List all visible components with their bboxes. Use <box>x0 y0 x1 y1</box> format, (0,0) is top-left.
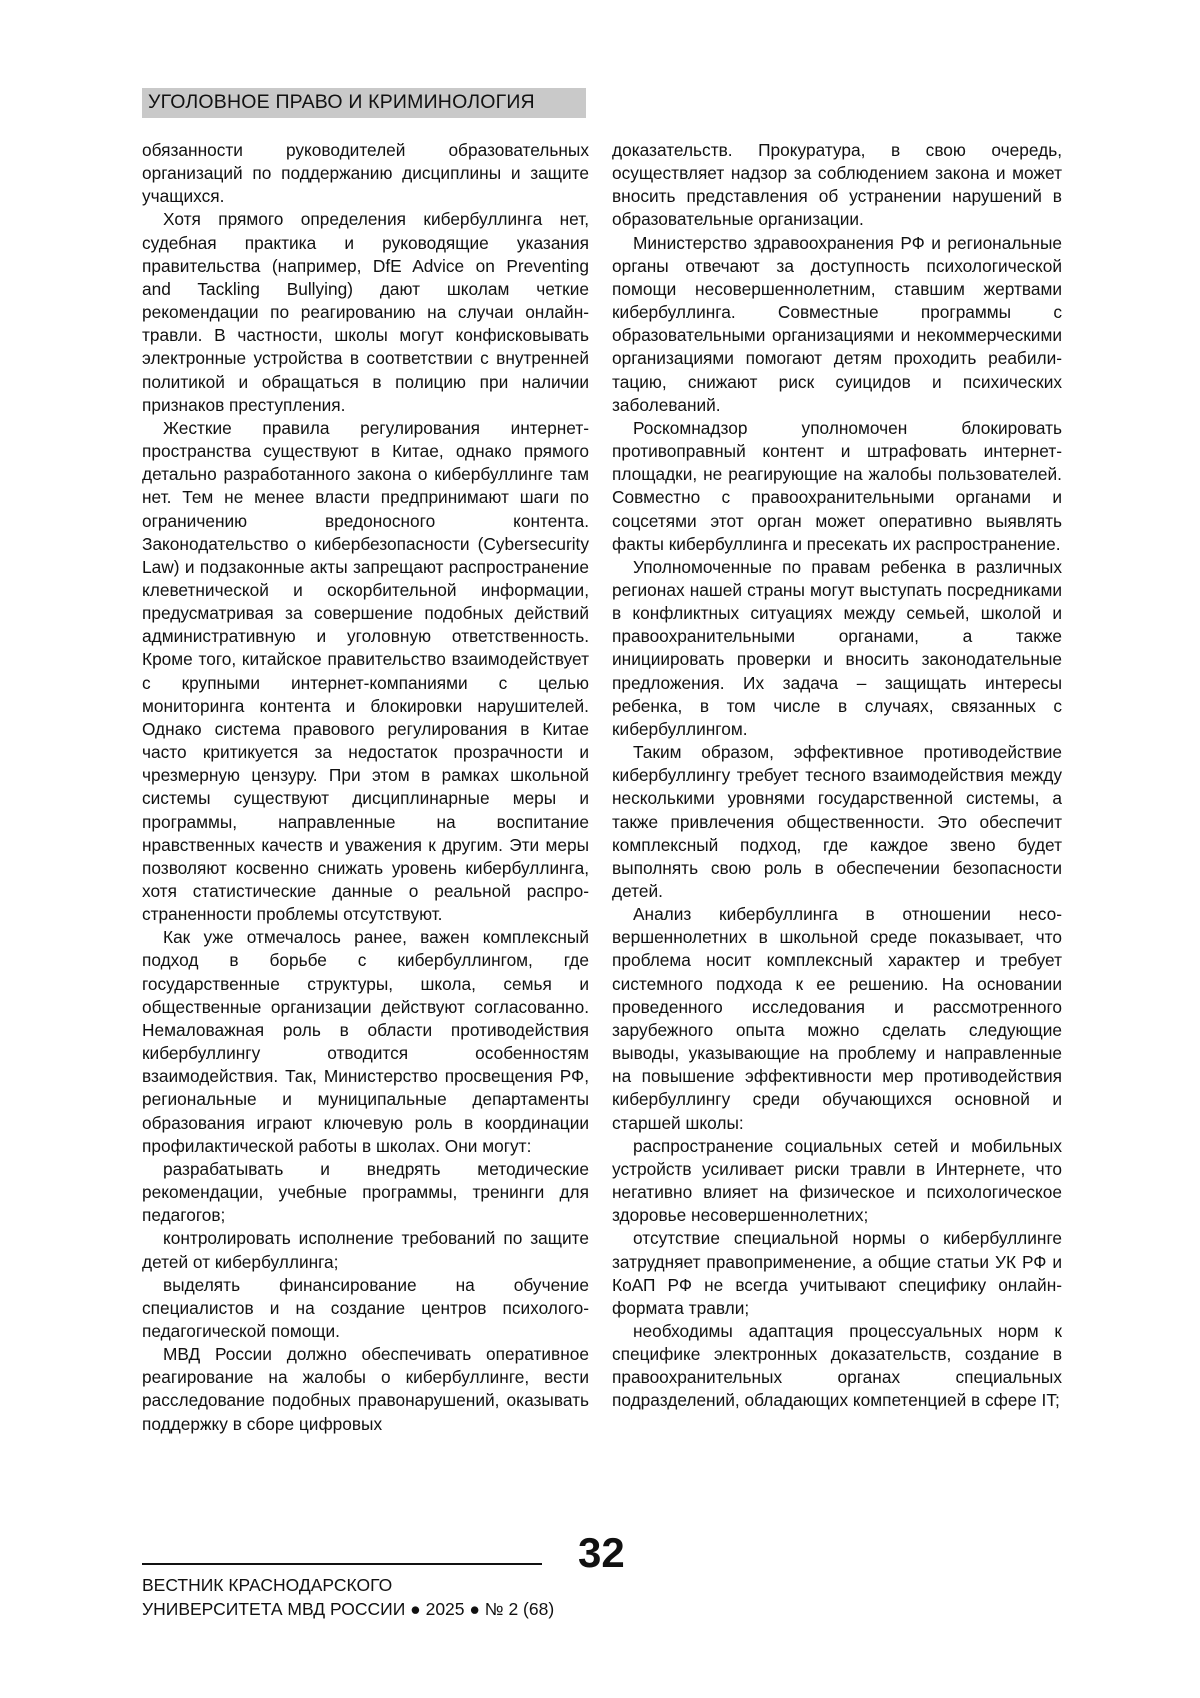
list-item: разрабатывать и внедрять методические рекомендации, учебные программы, тренинги для педагогов; <box>142 1158 589 1226</box>
section-header <box>142 88 586 118</box>
paragraph: Жесткие правила регулирования интернет-пространства существуют в Китае, однако прямого детально разработанного закона о кибербуллинге там нет. Тем не менее власти предпринимают шаги по ограничению вредоносного контента. Законодательство о кибербезопасности (Cybersecurity Law) и подзаконные акты запрещают распространение клеветнической и оскорбительной информации, предусматривая за совершение подобных действий административную и уголовную ответственность. Кроме того, китайское правительство взаимодействует с крупными интернет-компаниями с целью мониторинга контента и блокировки нарушителей. Однако система правового регулирования в Китае часто критикуется за недостаток прозрачности и чрезмерную цензуру. При этом в рамках школьной системы существуют дисциплинарные меры и программы, направленные на воспитание нравственных качеств и уважения к другим. Эти меры позволяют косвенно снижать уровень кибербуллинга, хотя статистические данные о реальной распространенности проблемы отсутствуют. <box>142 417 589 925</box>
list-item: выделять финансирование на обучение специалистов и на создание центров психолого-педагогической помощи. <box>142 1274 589 1341</box>
left-column <box>142 139 589 1436</box>
journal-title <box>142 1573 554 1621</box>
page-number: 32 <box>578 1529 625 1576</box>
list-item: отсутствие специальной нормы о кибербуллинге затрудняет правоприменение, а общие статьи УК РФ и КоАП РФ не всегда учитывают специфику онлайн-формата травли; <box>612 1228 1062 1318</box>
paragraph: Министерство здравоохранения РФ и региональные органы отвечают за доступность психологической помощи несовершеннолетним, ставшим жертвами кибербуллинга. Совместные программы с образовательными организациями и некоммерческими организациями помогают детям проходить реабилитацию, снижают риск суицидов и психических заболеваний. <box>612 232 1062 415</box>
journal-title-line2: УНИВЕРСИТЕТА МВД РОССИИ ● 2025 ● № 2 (68) <box>142 1599 555 1619</box>
list-item: контролировать исполнение требований по защите детей от кибербуллинга; <box>142 1228 589 1272</box>
footer-divider <box>142 1563 542 1565</box>
section-title: УГОЛОВНОЕ ПРАВО И КРИМИНОЛОГИЯ <box>148 91 535 113</box>
paragraph: доказательств. Прокуратура, в свою очередь, осуществляет надзор за соблюдением закона и может вносить представления об устранении нарушений в образовательные организации. <box>612 140 1062 230</box>
paragraph: МВД России должно обеспечивать оперативное реагирование на жалобы о кибербуллинге, вести расследование подобных правонарушений, оказывать поддержку в сборе цифровых <box>142 1344 589 1434</box>
paragraph: Таким образом, эффективное противодействие кибербуллингу требует тесного взаимодействия между несколькими уровнями государственной системы, а также привлечения общественности. Это обеспечит комплексный подход, где каждое звено будет выполнять свою роль в обеспечении безопасности детей. <box>612 742 1062 901</box>
list-item: необходимы адаптация процессуальных норм к специфике электронных доказательств, создание в правоохранительных органах специальных подразделений, обладающих компетенцией в сфере IT; <box>612 1320 1062 1411</box>
paragraph: Как уже отмечалось ранее, важен комплексный подход в борьбе с кибербуллингом, где государственные структуры, школа, семья и общественные организации действуют согласованно. Немаловажная роль в области противодействия кибербуллингу отводится особенностям взаимодействия. Так, Министерство просвещения РФ, региональные и муниципальные департаменты образования играют ключевую роль в координации профилактической работы в школах. Они могут: <box>142 927 589 1156</box>
journal-title-line1: ВЕСТНИК КРАСНОДАРСКОГО <box>142 1575 393 1595</box>
list-item: распространение социальных сетей и мобильных устройств усиливает риски травли в Интернете, что негативно влияет на физическое и психологическое здоровье несовершеннолетних; <box>612 1135 1062 1226</box>
paragraph: Хотя прямого определения кибербуллинга нет, судебная практика и руководящие указания правительства (например, DfE Advice on Preventing and Tackling Bullying) дают школам четкие рекомендации по реагированию на случаи онлайн-травли. В частности, школы могут конфисковывать электронные устройства в соответствии с внутренней политикой и обращаться в полицию при наличии признаков преступления. <box>142 209 589 415</box>
paragraph: Роскомнадзор уполномочен блокировать противоправный контент и штрафовать интернет-площадки, не реагирующие на жалобы пользователей. Совместно с правоохранительными органами и соцсетями этот орган может оперативно выявлять факты кибербуллинга и пресекать их распространение. <box>612 417 1062 554</box>
paragraph: Анализ кибербуллинга в отношении несовершеннолетних в школьной среде показывает, что проблема носит комплексный характер и требует системного подхода к ее решению. На основании проведенного исследования и рассмотренного зарубежного опыта можно сделать следующие выводы, указывающие на проблему и направленные на повышение эффективности мер противодействия кибербуллингу среди обучающихся основной и старшей школы: <box>612 904 1062 1133</box>
paragraph: Уполномоченные по правам ребенка в различных регионах нашей страны могут выступать посредниками в конфликтных ситуациях между семьей, школой и правоохранительными органами, а также инициировать проверки и вносить законодательные предложения. Их задача – защищать интересы ребенка, в том числе в случаях, связанных с кибербуллингом. <box>612 556 1062 739</box>
right-column <box>612 139 1062 1413</box>
paragraph: обязанности руководителей образовательных организаций по поддержанию дисциплины и защите учащихся. <box>142 140 589 207</box>
